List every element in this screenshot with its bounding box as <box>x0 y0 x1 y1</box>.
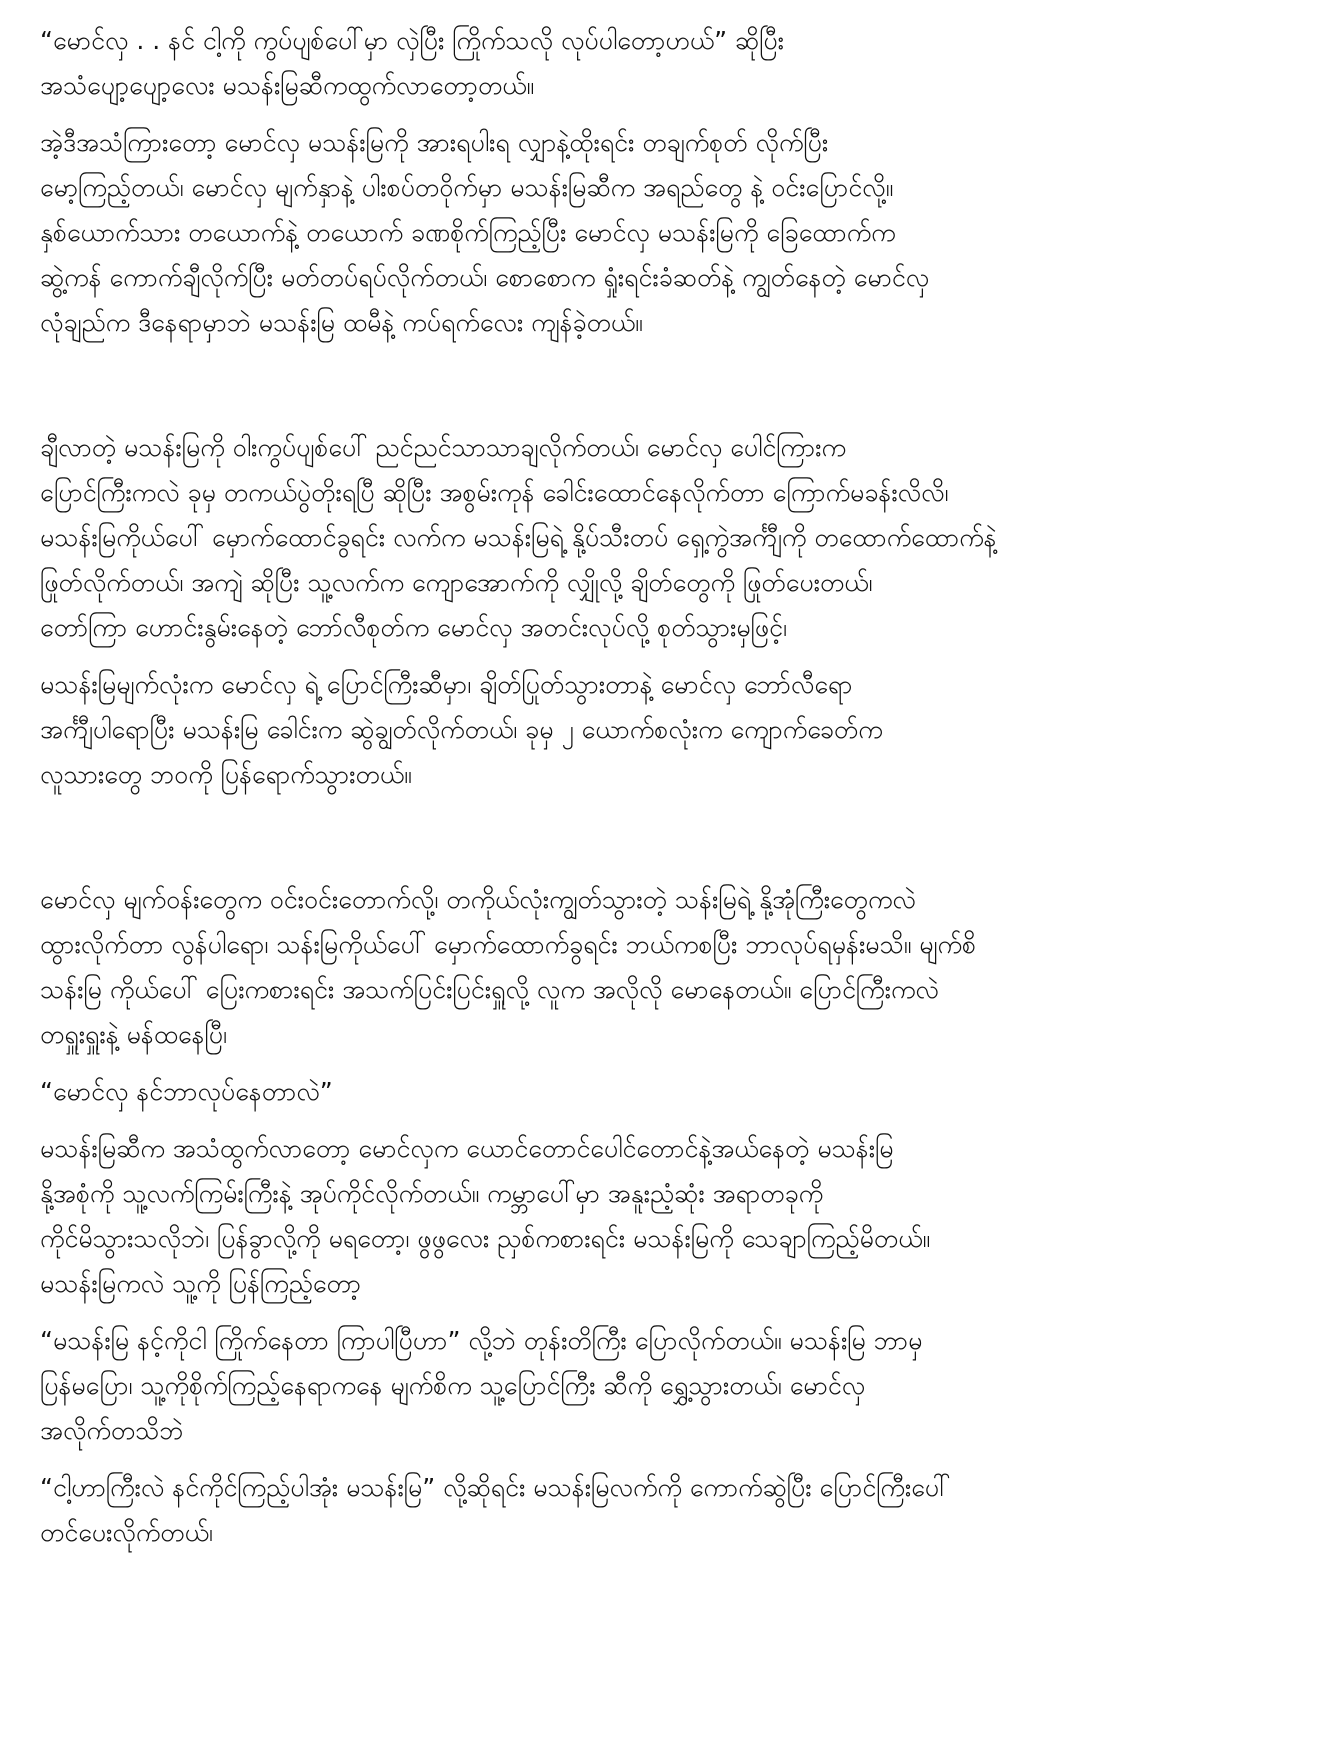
paragraph <box>40 18 1296 108</box>
paragraph <box>40 1126 1296 1306</box>
text-line: ချီလာတဲ့ မသန်းမြကို ဝါးကွပ်ပျစ်ပေါ် ညင်ညင်သာသာချလိုက်တယ်၊ မောင်လှ ပေါင်ကြားက <box>40 433 846 462</box>
text-line: တရှူးရှူးနဲ့ မန်ထနေပြီ၊ <box>40 1020 227 1049</box>
section-gap <box>40 809 1296 877</box>
text-line: လူသားတွေ ဘဝကို ပြန်ရောက်သွားတယ်။ <box>40 760 412 789</box>
text-line: မောင်လှ မျက်ဝန်းတွေက ဝင်းဝင်းတောက်လို့၊ တကိုယ်လုံးကျွတ်သွားတဲ့ သန်းမြရဲ့ နို့အုံကြီးတွေကလဲ <box>40 885 916 914</box>
paragraph <box>40 425 1296 650</box>
text-line: အဲ့ဒီအသံကြားတော့ မောင်လှ မသန်းမြကို အားရပါးရ လျှာနဲ့ထိုးရင်း တချက်စုတ် လိုက်ပြီး <box>40 128 829 157</box>
text-line: နှစ်ယောက်သား တယောက်နဲ့ တယောက် ခဏစိုက်ကြည့်ပြီး မောင်လှ မသန်းမြကို ခြေထောက်က <box>40 218 896 247</box>
paragraph <box>40 1069 1296 1114</box>
paragraph <box>40 1318 1296 1453</box>
text-line: ပြန်မပြော၊ သူ့ကိုစိုက်ကြည့်နေရာကနေ မျက်စိက သူ့ပြောင်ကြီး ဆီကို ရွှေ့သွားတယ်၊ မောင်လှ <box>40 1371 866 1400</box>
text-line: မော့ကြည့်တယ်၊ မောင်လှ မျက်နှာနဲ့ ပါးစပ်တဝိုက်မှာ မသန်းမြဆီက အရည်တွေ နဲ့ ဝင်းပြောင်လို့။ <box>40 173 894 202</box>
text-line: ကိုင်မိသွားသလိုဘဲ၊ ပြန်ခွာလို့ကို မရတော့၊ ဖွဖွလေး ညှစ်ကစားရင်း မသန်းမြကို သေချာကြည့်မိတယ်။ <box>40 1224 931 1253</box>
text-line: မသန်းမြမျက်လုံးက မောင်လှ ရဲ့ ပြောင်ကြီးဆီမှာ၊ ချိတ်ပြုတ်သွားတာနဲ့ မောင်လှ ဘော်လီရော <box>40 670 853 699</box>
text-line: မသန်းမြဆီက အသံထွက်လာတော့ မောင်လှက ယောင်တောင်ပေါင်တောင်နဲ့အယ်နေတဲ့ မသန်းမြ <box>40 1134 894 1163</box>
text-line: မသန်းမြကလဲ သူ့ကို ပြန်ကြည့်တော့ <box>40 1269 362 1298</box>
text-line: တော်ကြာ ဟောင်းနွမ်းနေတဲ့ ဘော်လီစုတ်က မောင်လှ အတင်းလုပ်လို့ စုတ်သွားမှဖြင့်၊ <box>40 613 787 642</box>
text-line: သန်းမြ ကိုယ်ပေါ် ပြေးကစားရင်း အသက်ပြင်းပြင်းရှူလို့ လူက အလိုလို မောနေတယ်။ ပြောင်ကြီးကလဲ <box>40 975 939 1004</box>
text-line: ထွားလိုက်တာ လွန်ပါရော၊ သန်းမြကိုယ်ပေါ် မှောက်ထောက်ခွရင်း ဘယ်ကစပြီး ဘာလုပ်ရမှန်းမသိ။ မျက်စိ <box>40 930 977 959</box>
paragraph <box>40 120 1296 345</box>
text-line: “မသန်းမြ နင့်ကိုငါ ကြိုက်နေတာ ကြာပါပြီဟာ” လို့ဘဲ တုန်းတိကြီး ပြောလိုက်တယ်။ မသန်းမြ ဘာမှ <box>40 1326 923 1355</box>
text-line: အလိုက်တသိဘဲ <box>40 1416 184 1445</box>
paragraph <box>40 662 1296 797</box>
text-line: မသန်းမြကိုယ်ပေါ် မှောက်ထောင်ခွရင်း လက်က မသန်းမြရဲ့ နို့ပ်သီးတပ် ရှေ့ကွဲအင်္ကျီကို တထောက်ထောက်နဲ့ <box>40 523 997 552</box>
paragraph <box>40 1465 1296 1555</box>
text-line: အင်္ကျီပါရောပြီး မသန်းမြ ခေါင်းက ဆွဲချွတ်လိုက်တယ်၊ ခုမှ ၂ ယောက်စလုံးက ကျောက်ခေတ်က <box>40 715 883 744</box>
text-line: အသံပျော့ပျော့လေး မသန်းမြဆီကထွက်လာတော့တယ်။ <box>40 71 535 100</box>
text-line: “ငါ့ဟာကြီးလဲ နင်ကိုင်ကြည့်ပါအုံး မသန်းမြ” လို့ဆိုရင်း မသန်းမြလက်ကို ကောက်ဆွဲပြီး ပြောင်ကြီးပေါ် <box>40 1473 951 1502</box>
text-line: တင်ပေးလိုက်တယ်၊ <box>40 1518 213 1547</box>
paragraph <box>40 877 1296 1057</box>
document-page <box>40 18 1296 1567</box>
section-gap <box>40 357 1296 425</box>
text-line: ပြောင်ကြီးကလဲ ခုမှ တကယ်ပွဲတိုးရပြီ ဆိုပြီး အစွမ်းကုန် ခေါင်းထောင်နေလိုက်တာ ကြောက်မခန်းလိလိ၊ <box>40 478 949 507</box>
text-line: ဆွဲ့ကန် ကောက်ချီလိုက်ပြီး မတ်တပ်ရပ်လိုက်တယ်၊ စောစောက ရှုံးရင်းခံဆတ်နဲ့ ကျွတ်နေတဲ့ မောင်လှ <box>40 263 930 292</box>
text-line: “မောင်လှ နင်ဘာလုပ်နေတာလဲ” <box>40 1077 333 1106</box>
text-line: “မောင်လှ . . နင် ငါ့ကို ကွပ်ပျစ်ပေါ်မှာ လှဲပြီး ကြိုက်သလို လုပ်ပါတော့ဟယ်” ဆိုပြီး <box>40 26 785 55</box>
text-line: လုံချည်က ဒီနေရာမှာဘဲ မသန်းမြ ထမီနဲ့ ကပ်ရက်လေး ကျန်ခဲ့တယ်။ <box>40 308 643 337</box>
text-line: နို့အစုံကို သူ့လက်ကြမ်းကြီးနဲ့ အုပ်ကိုင်လိုက်တယ်။ ကမ္ဘာပေါ်မှာ အနူးညံ့ဆုံး အရာတခုကို <box>40 1179 824 1208</box>
text-line: ဖြုတ်လိုက်တယ်၊ အကျဲ ဆိုပြီး သူ့လက်က ကျောအောက်ကို လျှိုလို့ ချိတ်တွေကို ဖြုတ်ပေးတယ်၊ <box>40 568 873 597</box>
